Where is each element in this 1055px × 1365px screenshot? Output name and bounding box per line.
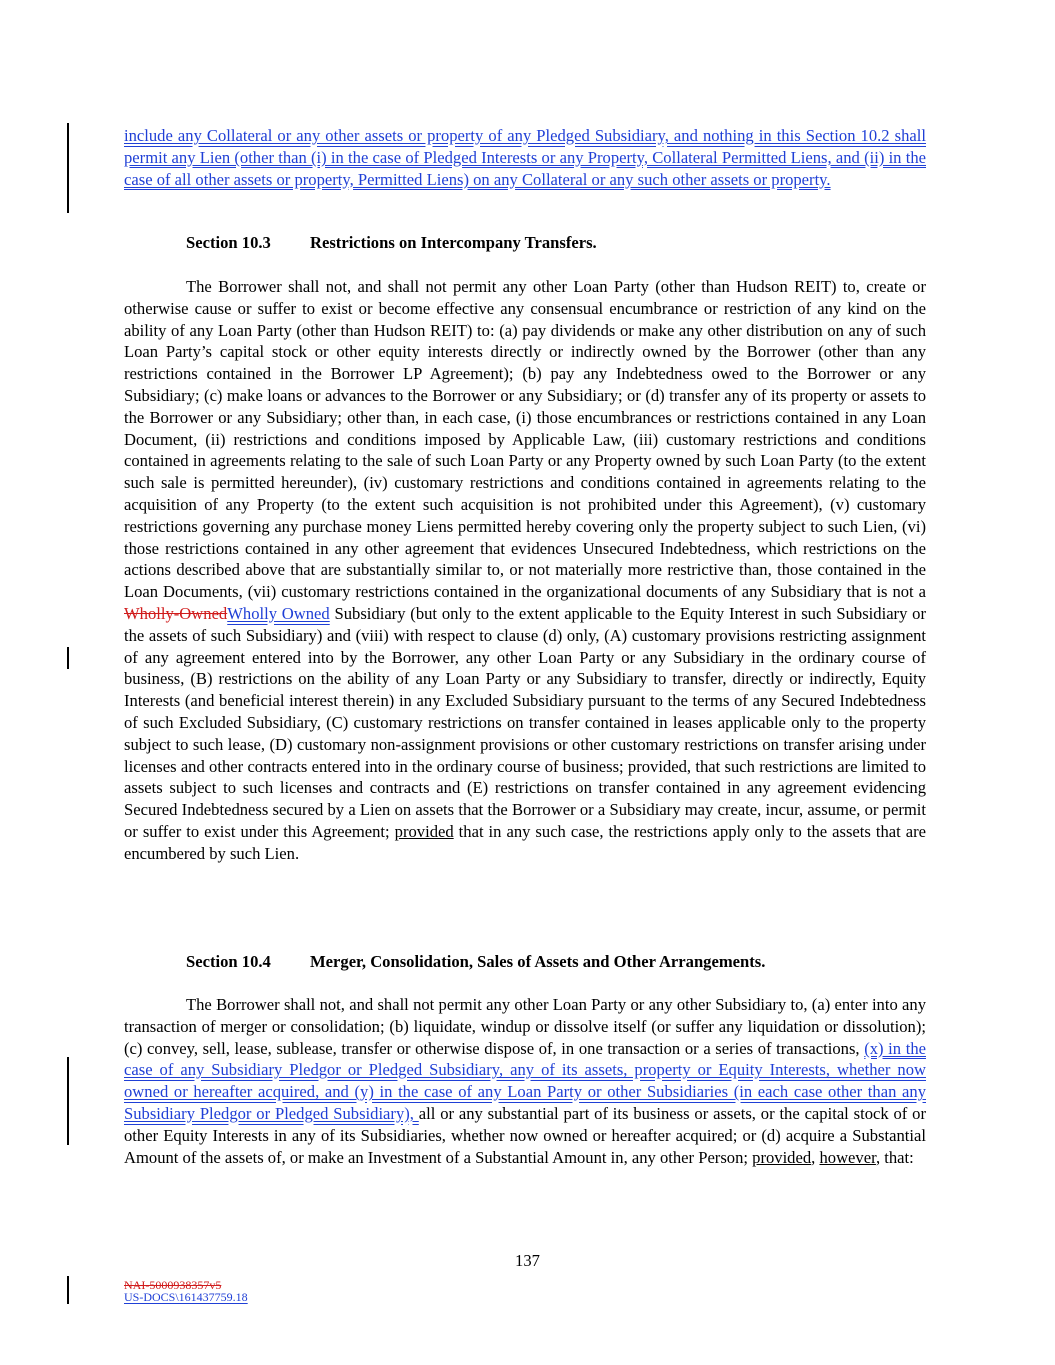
section-10-4-heading <box>186 952 765 972</box>
body-text: The Borrower shall not, and shall not permit any other Loan Party or any other Subsidiary to, (a) enter into any transaction of merger or consolidation; (b) liquidate, windup or dissolve itself (or suffer any liquidation or dissolution); (c) convey, sell, lease, sublease, transfer or otherwise dispose of, in one transaction or a series of transactions, <box>124 995 926 1058</box>
page-number: 137 <box>515 1251 540 1270</box>
section-title: Restrictions on Intercompany Transfers. <box>310 233 597 252</box>
change-bar <box>67 1276 69 1304</box>
document-footer <box>124 1279 248 1303</box>
inserted-doc-id: US-DOCS\161437759.18 <box>124 1290 248 1304</box>
paragraph-continuation <box>124 125 926 190</box>
change-bar <box>67 123 69 213</box>
section-10-3-heading <box>186 233 597 253</box>
body-text: that in any such case, the restrictions apply only to the assets that are encumbered by such Lien. <box>124 821 926 863</box>
punctuation: , <box>811 1147 816 1167</box>
inserted-text: include any Collateral or any other assets or property of any Pledged Subsidiary, and nothing in this Section 10.2 shall permit any Lien (other than (i) in the case of Pledged Interests or any Property, Collateral Permitted Liens, and (ii) in the case of all other assets or property, Permitted Liens) on any Collateral or any such other assets or property. <box>124 126 926 189</box>
underlined-term: provided <box>752 1147 812 1167</box>
change-bar <box>67 1057 69 1145</box>
section-10-3-body <box>124 276 926 865</box>
inserted-text: (x) in the case of any Subsidiary Pledgor or Pledged Subsidiary, any of its assets, property or Equity Interests, whether now owned or hereafter acquired, and (y) in the case of any Loan Party or other Subsidiaries (in each case other than any Subsidiary Pledgor or Pledged Subsidiary), <box>124 1038 926 1123</box>
underlined-term: provided <box>394 821 454 841</box>
body-text: Subsidiary (but only to the extent applicable to the Equity Interest in such Subsidiary or the assets of such Subsidiary) and (viii) with respect to clause (d) only, (A) customary provisions restricting assignment of any agreement entered into by the Borrower, any other Loan Party or any Subsidiary in the ordinary course of business, (B) restrictions on the ability of any Loan Party or any Subsidiary to transfer, directly or indirectly, Equity Interests (and beneficial interest therein) in any Excluded Subsidiary pursuant to the terms of any Secured Indebtedness of such Excluded Subsidiary, (C) customary restrictions on transfer contained in leases applicable only to the property subject to such lease, (D) customary non-assignment provisions or other customary restrictions on transfer arising under licenses and other contracts entered into in the ordinary course of business; provided, that such restrictions are limited to assets subject to such licenses and contracts and (E) restrictions on transfer contained in any agreement evidencing Secured Indebtedness secured by a Lien on assets that the Borrower or a Subsidiary may create, incur, assume, or permit or suffer to exist under this Agreement; <box>124 603 926 841</box>
section-number: Section 10.3 <box>186 233 271 252</box>
deleted-text: Wholly-Owned <box>124 603 228 623</box>
section-number: Section 10.4 <box>186 952 271 971</box>
inserted-text: Wholly Owned <box>227 603 330 623</box>
section-title: Merger, Consolidation, Sales of Assets and Other Arrangements. <box>310 952 766 971</box>
body-text: The Borrower shall not, and shall not permit any other Loan Party (other than Hudson REIT) to, create or otherwise cause or suffer to exist or become effective any consensual encumbrance or restriction of any kind on the ability of any Loan Party (other than Hudson REIT) to: (a) pay dividends or make any other distribution on any of such Loan Party’s capital stock or other equity interests directly or indirectly owned by the Borrower (other than any restrictions contained in the Borrower LP Agreement); (b) pay any Indebtedness owed to the Borrower or any Subsidiary; (c) make loans or advances to the Borrower or any Subsidiary; or (d) transfer any of its property or assets to the Borrower or any Subsidiary; other than, in each case, (i) those encumbrances or restrictions contained in any Loan Document, (ii) restrictions and conditions imposed by Applicable Law, (iii) customary restrictions and conditions contained in agreements relating to the sale of such Loan Party or any Property owned by such Loan Party (to the extent such sale is permitted hereunder), (iv) customary restrictions and conditions contained in agreements relating to the acquisition of any Property (to the extent such acquisition is not prohibited under this Agreement), (v) customary restrictions governing any purchase money Liens permitted hereby covering only the property subject to such Lien, (vi) those restrictions contained in any other agreement that evidences Unsecured Indebtedness, which restrictions on the actions described above that are substantially similar to, or not materially more restrictive than, those contained in the Loan Documents, (vii) customary restrictions contained in the organizational documents of any Subsidiary that is not a <box>124 277 926 602</box>
change-bar <box>67 647 69 669</box>
body-text: , that: <box>875 1147 914 1167</box>
body-text: all or any substantial part of its business or assets, or the capital stock of or other Equity Interests in any of its Subsidiaries, whether now owned or hereafter acquired; or (d) acquire a Substantial Amount of the assets of, or make an Investment of a Substantial Amount in, any other Person; <box>124 1103 926 1167</box>
section-10-4-body <box>124 994 926 1168</box>
deleted-doc-id: NAI-5000938357v5 <box>124 1278 222 1292</box>
underlined-term: however <box>819 1147 876 1167</box>
